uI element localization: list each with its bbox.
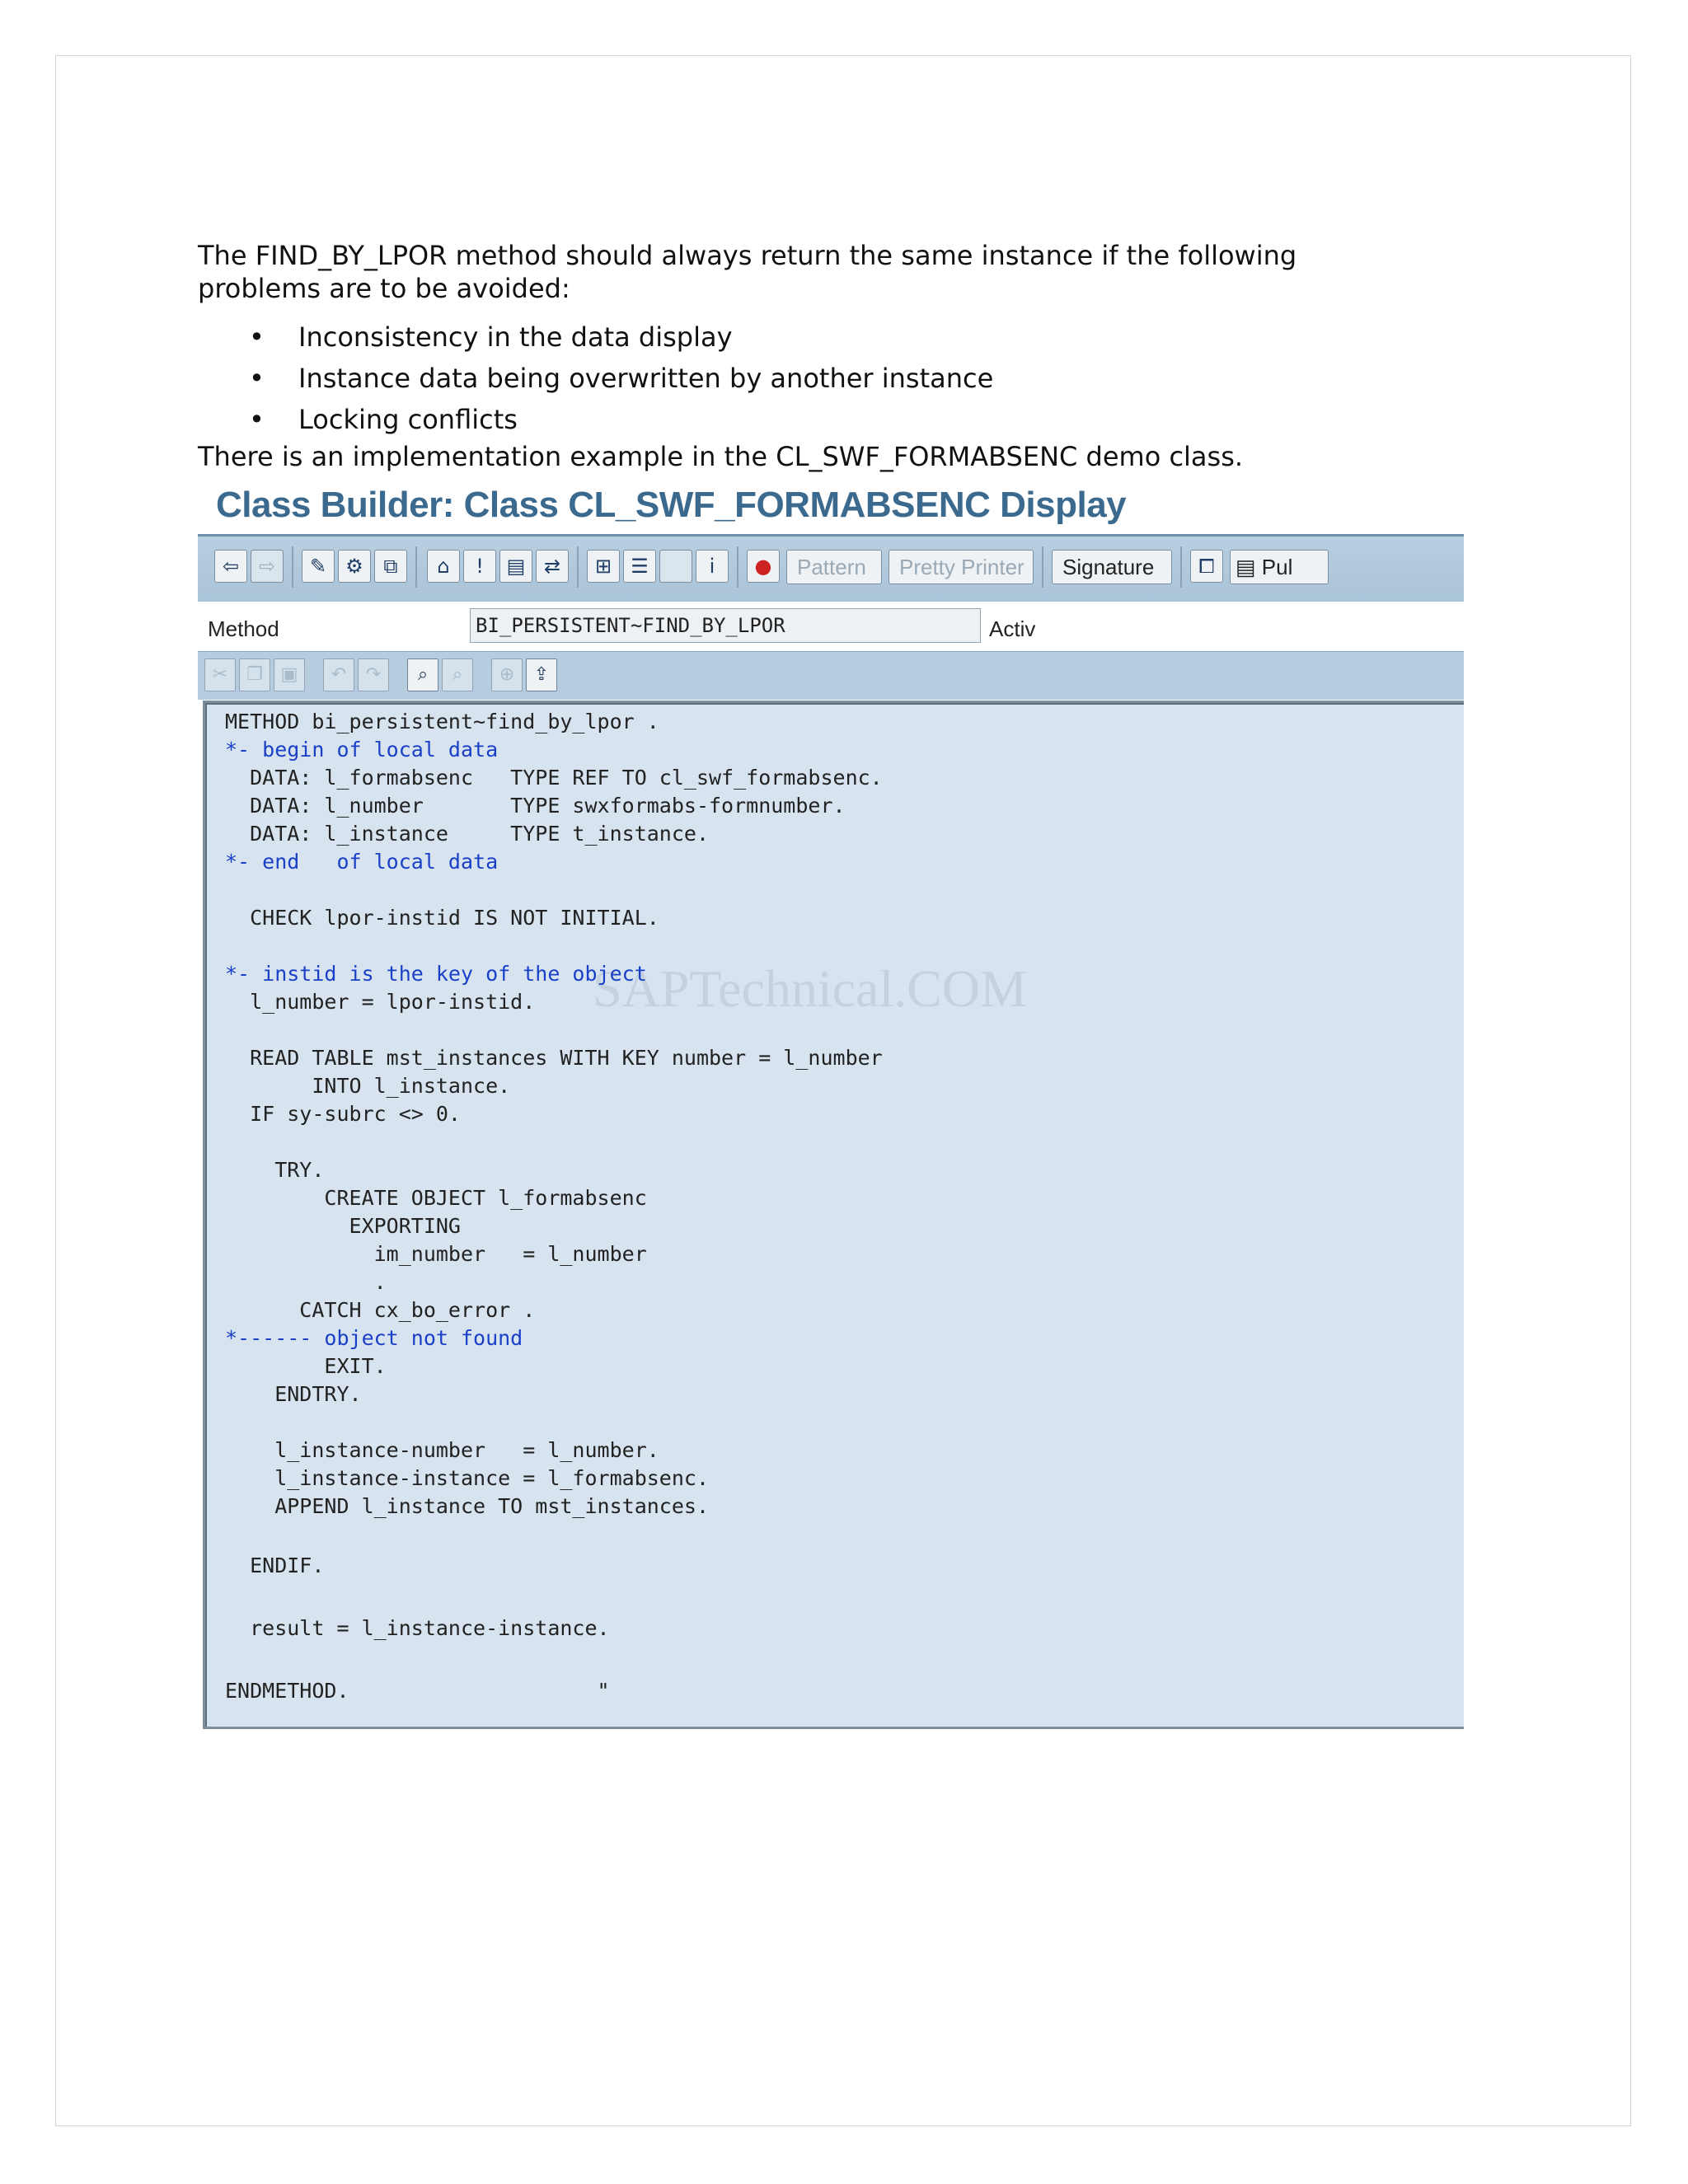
find-icon[interactable]: ⌕ <box>407 658 438 691</box>
method-label: Method <box>208 616 279 641</box>
upload-icon[interactable]: ⇪ <box>526 658 557 691</box>
code-editor[interactable] <box>203 701 1464 1729</box>
toolbar-separator <box>1180 546 1182 588</box>
code-line: APPEND l_instance TO mst_instances. <box>225 1494 709 1518</box>
stop-icon[interactable]: ● <box>747 550 780 583</box>
code-line: IF sy-subrc <> 0. <box>225 1102 461 1126</box>
intro-line-1: The FIND_BY_LPOR method should always return the same instance if the following <box>198 240 1297 271</box>
pattern-button[interactable]: Pattern <box>786 550 882 584</box>
toolbar-separator <box>737 546 738 588</box>
list-item <box>198 399 993 440</box>
other-object-icon[interactable]: ⚙ <box>338 550 371 583</box>
code-line: . <box>225 1270 387 1294</box>
undo-icon[interactable]: ↶ <box>323 658 354 691</box>
insert-icon[interactable]: ⊕ <box>491 658 523 691</box>
toolbar-separator <box>415 546 417 588</box>
pretty-printer-button[interactable]: Pretty Printer <box>889 550 1034 584</box>
activate-icon[interactable]: ⧉ <box>374 550 407 583</box>
status-label: Activ <box>989 616 1036 641</box>
watermark-text: SAPTechnical.COM <box>593 959 1028 1018</box>
signature-button[interactable]: Signature <box>1052 550 1172 584</box>
navigation-icon[interactable]: ⇄ <box>536 550 569 583</box>
bullet-icon: • <box>249 321 265 353</box>
find-next-icon[interactable]: ⌕ <box>442 658 473 691</box>
tree-icon[interactable]: ⊞ <box>587 550 620 583</box>
back-arrow-icon[interactable]: ⇦ <box>214 550 247 583</box>
code-line: l_instance-instance = l_formabsenc. <box>225 1466 709 1490</box>
intro-line-2: problems are to be avoided: <box>198 273 570 304</box>
paste-icon[interactable]: ▣ <box>274 658 305 691</box>
editor-toolbar <box>198 651 1464 700</box>
list-item <box>198 316 993 358</box>
code-line: ENDIF. <box>225 1554 325 1577</box>
code-line: TRY. <box>225 1158 325 1182</box>
bullet-icon: • <box>249 363 265 394</box>
where-used-icon[interactable]: ! <box>463 550 496 583</box>
code-line: METHOD bi_persistent~find_by_lpor . <box>225 710 659 733</box>
screenshot-title: Class Builder: Class CL_SWF_FORMABSENC Display <box>216 485 1127 525</box>
code-line: EXIT. <box>225 1354 387 1378</box>
redo-icon[interactable]: ↷ <box>358 658 389 691</box>
code-line: ENDTRY. <box>225 1382 362 1406</box>
code-line: EXPORTING <box>225 1214 461 1238</box>
class-builder-screenshot <box>198 478 1464 1739</box>
toolbar-separator <box>1042 546 1043 588</box>
code-line: CHECK lpor-instid IS NOT INITIAL. <box>225 906 659 930</box>
list-item-text: Locking conflicts <box>298 404 518 435</box>
public-section-button[interactable]: ▤ Pul <box>1230 550 1329 584</box>
display-change-icon[interactable]: ✎ <box>302 550 335 583</box>
copy-icon[interactable]: ❐ <box>239 658 270 691</box>
toolbar-separator <box>577 546 579 588</box>
blank-icon[interactable] <box>659 550 692 583</box>
code-line: result = l_instance-instance. <box>225 1616 610 1640</box>
code-line: *- end of local data <box>225 850 499 874</box>
public-section-label: Pul <box>1261 555 1293 579</box>
list-item <box>198 358 993 399</box>
layout-icon[interactable]: ☰ <box>623 550 656 583</box>
hierarchy-icon[interactable]: ⌂ <box>427 550 460 583</box>
code-line: DATA: l_number TYPE swxformabs-formnumber. <box>225 794 846 818</box>
code-line: ENDMETHOD. " <box>225 1679 610 1703</box>
code-line: DATA: l_formabsenc TYPE REF TO cl_swf_formabsenc. <box>225 766 883 790</box>
code-line: CATCH cx_bo_error . <box>225 1298 536 1322</box>
toolbar-separator <box>292 546 293 588</box>
code-line: READ TABLE mst_instances WITH KEY number = l_number <box>225 1046 883 1070</box>
code-line: CREATE OBJECT l_formabsenc <box>225 1186 647 1210</box>
code-line: INTO l_instance. <box>225 1074 511 1098</box>
code-line: l_instance-number = l_number. <box>225 1438 659 1462</box>
outro-paragraph: There is an implementation example in the CL_SWF_FORMABSENC demo class. <box>198 441 1244 472</box>
list-item-text: Instance data being overwritten by another instance <box>298 363 994 394</box>
code-line: *- instid is the key of the object <box>225 962 647 986</box>
object-list-icon[interactable]: ▤ <box>499 550 532 583</box>
problem-list <box>198 316 993 440</box>
code-line: DATA: l_instance TYPE t_instance. <box>225 822 709 846</box>
bullet-icon: • <box>249 404 265 435</box>
method-row <box>198 602 1464 649</box>
method-field[interactable]: BI_PERSISTENT~FIND_BY_LPOR <box>470 608 981 643</box>
code-line: im_number = l_number <box>225 1242 647 1266</box>
cut-icon[interactable]: ✂ <box>204 658 236 691</box>
intro-paragraph <box>198 239 1484 305</box>
info-icon[interactable]: i <box>696 550 729 583</box>
code-line: *------ object not found <box>225 1326 523 1350</box>
list-item-text: Inconsistency in the data display <box>298 321 733 353</box>
code-line: *- begin of local data <box>225 738 499 762</box>
class-icon[interactable]: ⧠ <box>1190 550 1223 583</box>
application-toolbar <box>198 534 1464 603</box>
forward-arrow-icon[interactable]: ⇨ <box>251 550 284 583</box>
code-line: l_number = lpor-instid. <box>225 990 536 1014</box>
